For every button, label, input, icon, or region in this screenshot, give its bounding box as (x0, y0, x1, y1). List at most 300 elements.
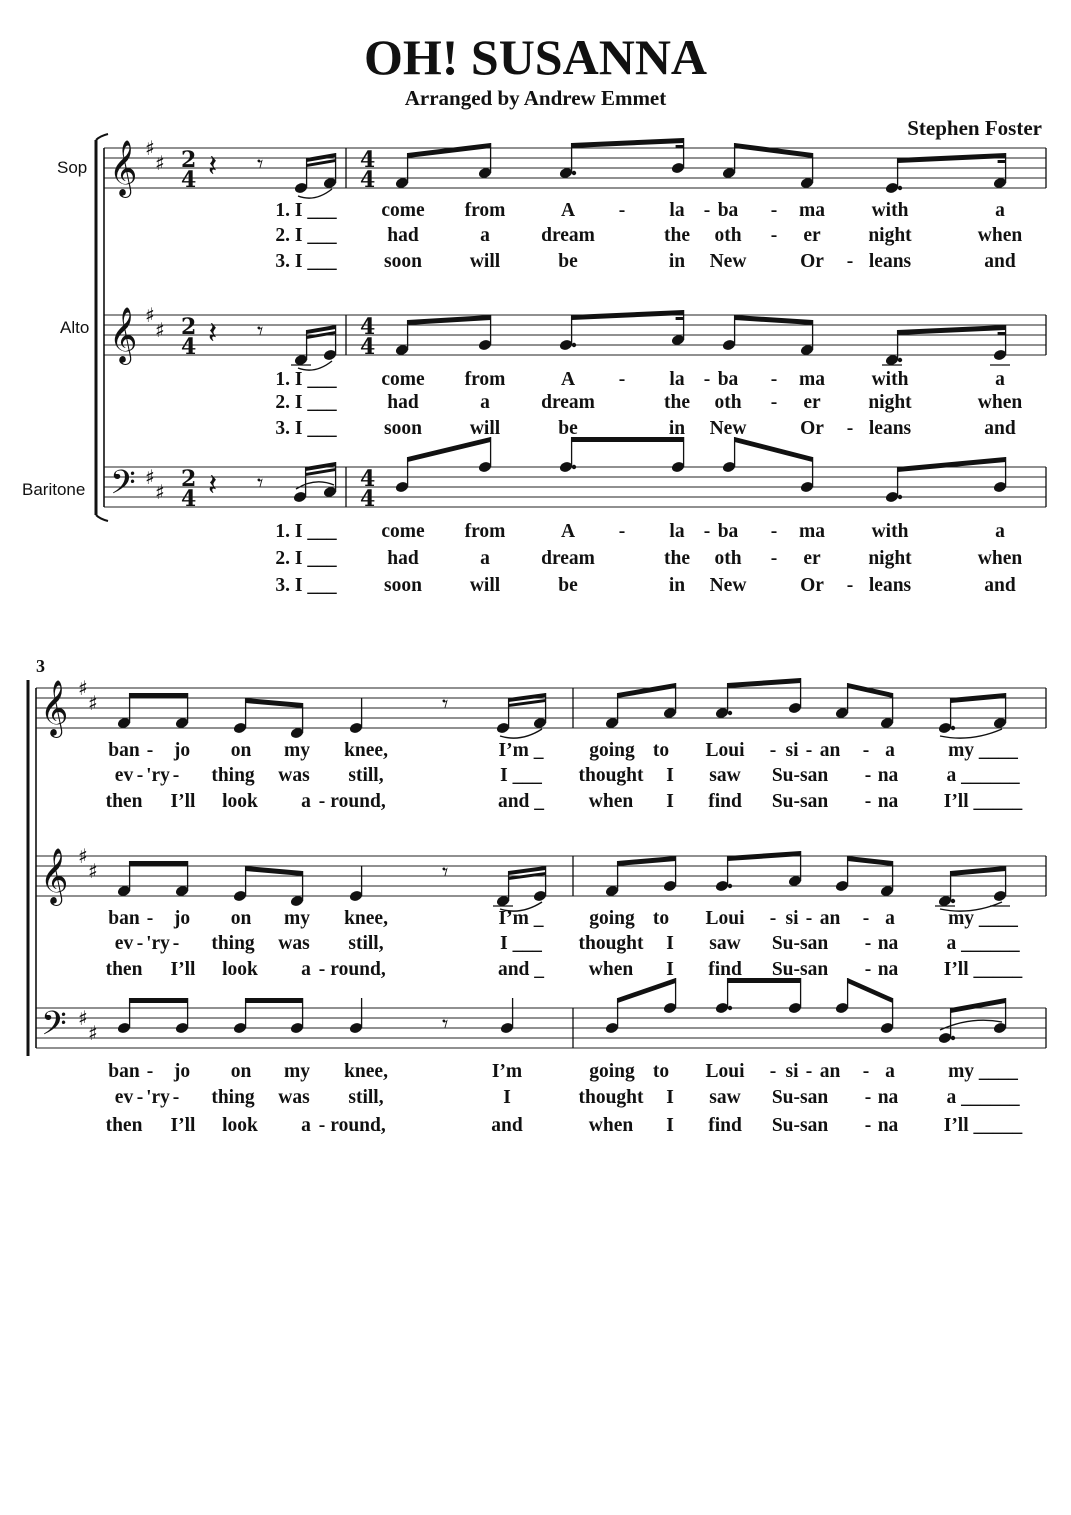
lyric-syllable: when (588, 1115, 634, 1136)
lyric-syllable: saw (709, 933, 741, 954)
lyric-syllable: round, (330, 959, 386, 980)
lyric-syllable: oth (714, 225, 742, 246)
lyric-syllable: - (864, 959, 872, 980)
lyric-syllable: then (105, 1115, 143, 1136)
measure-number: 3 (36, 656, 45, 676)
lyric-syllable: - (172, 933, 180, 954)
bass-clef-icon: 𝄢 (110, 464, 136, 510)
lyric-syllable: - (805, 740, 813, 761)
lyric-syllable: when (588, 959, 634, 980)
lyric-syllable: - (864, 1115, 872, 1136)
lyric-syllable: Su-san (771, 933, 829, 954)
lyric-syllable: saw (709, 765, 741, 786)
beam (735, 143, 813, 158)
lyric-syllable: oth (714, 548, 742, 569)
beam (951, 866, 1006, 876)
lyric-syllable: on (230, 740, 252, 761)
lyric-syllable: I (666, 933, 674, 954)
lyric-syllable: dream (541, 548, 595, 569)
lyric-syllable: 'ry (146, 1087, 170, 1108)
lyric-syllable: - (862, 908, 870, 929)
lyric-syllable: a ______ (946, 1087, 1020, 1108)
lyric-syllable: - (864, 791, 872, 812)
lyric-syllable: - (136, 765, 144, 786)
lyric-syllable: oth (714, 392, 742, 413)
lyric-syllable: ev (114, 765, 134, 786)
time-signature-bottom: 4 (360, 486, 376, 512)
lyric-syllable: 'ry (146, 765, 170, 786)
lyric-syllable: soon (384, 575, 422, 596)
lyric-syllable: my ____ (948, 908, 1018, 929)
lyric-syllable: er (803, 392, 821, 413)
lyric-syllable: - (318, 1115, 326, 1136)
lyric-syllable: when (977, 225, 1023, 246)
beam (676, 317, 684, 320)
beam (998, 332, 1006, 335)
baritone-lyrics-verse-3 (0, 575, 1071, 601)
time-signature-bottom: 4 (360, 167, 376, 193)
lyric-syllable: then (105, 959, 143, 980)
lyric-syllable: - (846, 418, 854, 439)
lyric-syllable: I’ll (170, 959, 196, 980)
beam (998, 160, 1006, 163)
lyric-syllable: - (769, 908, 777, 929)
beam (898, 457, 1006, 472)
lyric-syllable: - (136, 1087, 144, 1108)
sharp-icon: ♯ (78, 844, 88, 868)
lyric-syllable: be (558, 418, 578, 439)
lyric-syllable: - (805, 908, 813, 929)
lyric-syllable: ba (717, 521, 739, 542)
lyric-syllable: ma (799, 369, 825, 390)
lyric-syllable: a (995, 369, 1005, 390)
lyric-syllable: was (278, 1087, 310, 1108)
lyric-syllable: a (301, 959, 311, 980)
lyric-syllable: - (846, 575, 854, 596)
eighth-rest-icon: 𝄾 (257, 150, 264, 178)
lyric-syllable: a (885, 1061, 895, 1082)
lyric-syllable: ba (717, 369, 739, 390)
lyric-syllable: an (819, 1061, 841, 1082)
lyric-syllable: - (172, 765, 180, 786)
lyric-syllable: my (284, 740, 310, 761)
beam (572, 138, 684, 148)
lyric-syllable: Loui (705, 740, 745, 761)
augmentation-dot (951, 899, 955, 903)
lyric-syllable: - (864, 933, 872, 954)
lyric-syllable: - (318, 959, 326, 980)
lyric-syllable: New (709, 418, 747, 439)
lyric-syllable: I’ll (170, 1115, 196, 1136)
lyric-syllable: soon (384, 251, 422, 272)
soprano-lyrics-2-verse-2 (0, 765, 1071, 791)
lyric-syllable: I ___ (500, 933, 542, 954)
lyric-syllable: - (146, 1061, 154, 1082)
lyric-syllable: - (770, 200, 778, 221)
time-signature-top: 2 (181, 147, 197, 173)
lyric-syllable: a (885, 908, 895, 929)
lyric-syllable: thing (211, 1087, 255, 1108)
alto-lyrics-2-verse-2 (0, 933, 1071, 959)
lyric-syllable: - (770, 225, 778, 246)
lyric-syllable: la (669, 369, 685, 390)
lyric-syllable: thought (578, 933, 644, 954)
lyric-syllable: with (871, 369, 909, 390)
lyric-syllable: Su-san (771, 765, 829, 786)
lyric-syllable: and _ (497, 959, 545, 980)
lyric-syllable: A (560, 521, 576, 542)
lyric-syllable: in (668, 575, 686, 596)
lyric-syllable: - (618, 200, 626, 221)
baritone-lyrics-verse-2 (0, 548, 1071, 574)
sharp-icon: ♯ (155, 480, 165, 504)
beam (951, 998, 1006, 1013)
lyric-syllable: to (652, 1061, 670, 1082)
beam (130, 693, 188, 698)
lyric-syllable: 2. I ___ (275, 392, 337, 413)
lyric-syllable: Su-san (771, 791, 829, 812)
lyric-syllable: la (669, 521, 685, 542)
lyric-syllable: on (230, 908, 252, 929)
lyric-syllable: ma (799, 521, 825, 542)
lyric-syllable: - (846, 251, 854, 272)
lyric-syllable: come (381, 200, 425, 221)
lyric-syllable: round, (330, 791, 386, 812)
augmentation-dot (898, 358, 902, 362)
lyric-syllable: A (560, 200, 576, 221)
arranger-credit: Arranged by Andrew Emmet (404, 86, 667, 110)
lyric-syllable: when (977, 548, 1023, 569)
lyric-syllable: dream (541, 225, 595, 246)
lyric-syllable: was (278, 765, 310, 786)
quarter-rest-icon: 𝄽 (208, 468, 218, 503)
lyric-syllable: New (709, 575, 747, 596)
lyric-syllable: - (172, 1087, 180, 1108)
alto-lyrics-2-verse-3 (0, 959, 1071, 985)
lyric-syllable: was (278, 933, 310, 954)
page-title: OH! SUSANNA (363, 29, 708, 85)
lyric-syllable: - (864, 1087, 872, 1108)
lyric-syllable: A (560, 369, 576, 390)
lyric-syllable: I (666, 959, 674, 980)
lyric-syllable: - (864, 765, 872, 786)
lyric-syllable: a (480, 392, 490, 413)
lyric-syllable: jo (173, 908, 191, 929)
lyric-syllable: 'ry (146, 933, 170, 954)
lyric-syllable: - (618, 521, 626, 542)
sharp-icon: ♯ (155, 318, 165, 342)
lyric-syllable: round, (330, 1115, 386, 1136)
lyric-syllable: - (318, 791, 326, 812)
time-signature-bottom: 4 (360, 334, 376, 360)
lyric-syllable: I’ll (170, 791, 196, 812)
lyric-syllable: er (803, 548, 821, 569)
lyric-syllable: 1. I ___ (275, 200, 337, 221)
alto-lyrics-2-verse-1 (0, 908, 1071, 934)
lyric-syllable: jo (173, 1061, 191, 1082)
lyric-syllable: - (146, 740, 154, 761)
eighth-rest-icon: 𝄾 (442, 858, 449, 886)
lyric-syllable: find (708, 791, 742, 812)
augmentation-dot (728, 711, 732, 715)
lyric-syllable: I (666, 765, 674, 786)
soprano-lyrics-2-verse-1 (0, 740, 1071, 766)
beam (676, 145, 684, 148)
beam (246, 698, 303, 708)
lyric-syllable: find (708, 1115, 742, 1136)
treble-clef-icon: 𝄞 (109, 140, 138, 196)
lyric-syllable: a ______ (946, 933, 1020, 954)
lyric-syllable: look (222, 791, 258, 812)
baritone-lyrics-2-verse-1 (0, 1061, 1071, 1087)
lyric-syllable: my ____ (948, 1061, 1018, 1082)
eighth-rest-icon: 𝄾 (442, 690, 449, 718)
lyric-syllable: and (984, 251, 1016, 272)
sharp-icon: ♯ (88, 691, 98, 715)
lyric-syllable: will (469, 251, 501, 272)
lyric-syllable: when (588, 791, 634, 812)
lyric-syllable: going (589, 908, 635, 929)
lyric-syllable: ev (114, 933, 134, 954)
lyric-syllable: a (995, 200, 1005, 221)
lyric-syllable: Or (800, 418, 824, 439)
lyric-syllable: - (862, 740, 870, 761)
eighth-rest-icon: 𝄾 (442, 1010, 449, 1038)
lyric-syllable: Su-san (771, 1115, 829, 1136)
beam (130, 998, 188, 1003)
lyric-syllable: 1. I ___ (275, 369, 337, 390)
lyric-syllable: and _ (497, 791, 545, 812)
beam (618, 683, 676, 698)
lyric-syllable: na (877, 1087, 899, 1108)
lyric-syllable: na (877, 959, 899, 980)
part-label-baritone: Baritone (22, 480, 86, 499)
lyric-syllable: ban (108, 908, 140, 929)
treble-clef-icon: 𝄞 (40, 680, 69, 736)
lyric-syllable: leans (868, 251, 912, 272)
lyric-syllable: night (868, 392, 912, 413)
lyric-syllable: then (105, 791, 143, 812)
lyric-syllable: ban (108, 740, 140, 761)
lyric-syllable: thought (578, 1087, 644, 1108)
lyric-syllable: na (877, 791, 899, 812)
lyric-syllable: dream (541, 392, 595, 413)
lyric-syllable: and (491, 1115, 523, 1136)
lyric-syllable: ev (114, 1087, 134, 1108)
lyric-syllable: I’ll _____ (943, 791, 1023, 812)
baritone-lyrics-2-verse-3 (0, 1115, 1071, 1141)
baritone-lyrics-2-verse-2 (0, 1087, 1071, 1113)
time-signature-top: 2 (181, 314, 197, 340)
lyric-syllable: a (995, 521, 1005, 542)
lyric-syllable: be (558, 575, 578, 596)
lyric-syllable: saw (709, 1087, 741, 1108)
sharp-icon: ♯ (155, 151, 165, 175)
lyric-syllable: I’ll _____ (943, 959, 1023, 980)
augmentation-dot (572, 465, 576, 469)
lyric-syllable: er (803, 225, 821, 246)
lyric-syllable: I (666, 1115, 674, 1136)
time-signature-top: 2 (181, 466, 197, 492)
lyric-syllable: 1. I ___ (275, 521, 337, 542)
part-label-soprano: Sop (57, 158, 88, 177)
lyric-syllable: 3. I ___ (275, 251, 337, 272)
lyric-syllable: when (977, 392, 1023, 413)
beam (848, 856, 893, 866)
augmentation-dot (951, 726, 955, 730)
lyric-syllable: an (819, 908, 841, 929)
lyric-syllable: I’m _ (498, 740, 544, 761)
augmentation-dot (951, 1036, 955, 1040)
lyric-syllable: - (770, 392, 778, 413)
lyric-syllable: na (877, 765, 899, 786)
lyric-syllable: New (709, 251, 747, 272)
time-signature-bottom: 4 (181, 334, 197, 360)
lyric-syllable: and (984, 418, 1016, 439)
lyric-syllable: I’ll _____ (943, 1115, 1023, 1136)
lyric-syllable: - (769, 1061, 777, 1082)
lyric-syllable: knee, (344, 740, 388, 761)
lyric-syllable: I (666, 791, 674, 812)
sharp-icon: ♯ (78, 676, 88, 700)
lyric-syllable: night (868, 548, 912, 569)
lyric-syllable: Or (800, 575, 824, 596)
time-signature-top: 4 (360, 466, 376, 492)
lyric-syllable: night (868, 225, 912, 246)
lyric-syllable: I’m _ (498, 908, 544, 929)
soprano-lyrics-verse-1 (0, 200, 1071, 226)
lyric-syllable: from (464, 200, 506, 221)
lyric-syllable: I ___ (500, 765, 542, 786)
lyric-syllable: my ____ (948, 740, 1018, 761)
lyric-syllable: leans (868, 418, 912, 439)
beam (130, 861, 188, 866)
augmentation-dot (728, 884, 732, 888)
lyric-syllable: I (666, 1087, 674, 1108)
beam (246, 998, 303, 1003)
lyric-syllable: - (770, 548, 778, 569)
lyric-syllable: in (668, 251, 686, 272)
lyric-syllable: jo (173, 740, 191, 761)
lyric-syllable: my (284, 908, 310, 929)
lyric-syllable: the (664, 392, 690, 413)
lyric-syllable: still, (348, 765, 384, 786)
beam (898, 325, 1006, 335)
lyric-syllable: - (618, 369, 626, 390)
lyric-syllable: look (222, 1115, 258, 1136)
lyric-syllable: a (301, 791, 311, 812)
eighth-rest-icon: 𝄾 (257, 469, 264, 497)
soprano-lyrics-verse-3 (0, 251, 1071, 277)
beam (951, 693, 1006, 703)
lyric-syllable: ba (717, 200, 739, 221)
lyric-syllable: - (146, 908, 154, 929)
lyric-syllable: from (464, 369, 506, 390)
lyric-syllable: I (503, 1087, 511, 1108)
augmentation-dot (898, 495, 902, 499)
lyric-syllable: with (871, 200, 909, 221)
lyric-syllable: - (770, 369, 778, 390)
lyric-syllable: a (301, 1115, 311, 1136)
lyric-syllable: the (664, 548, 690, 569)
beam (408, 315, 491, 325)
lyric-syllable: I’m (491, 1061, 523, 1082)
lyric-syllable: in (668, 418, 686, 439)
lyric-syllable: the (664, 225, 690, 246)
lyric-syllable: thing (211, 765, 255, 786)
lyric-syllable: my (284, 1061, 310, 1082)
lyric-syllable: - (136, 933, 144, 954)
sharp-icon: ♯ (88, 1021, 98, 1045)
quarter-rest-icon: 𝄽 (208, 149, 218, 184)
quarter-rest-icon: 𝄽 (208, 316, 218, 351)
lyric-syllable: going (589, 1061, 635, 1082)
lyric-syllable: si (785, 908, 799, 929)
soprano-lyrics-2-verse-3 (0, 791, 1071, 817)
lyric-syllable: will (469, 575, 501, 596)
lyric-syllable: 2. I ___ (275, 548, 337, 569)
lyric-syllable: ban (108, 1061, 140, 1082)
augmentation-dot (898, 186, 902, 190)
lyric-syllable: - (769, 740, 777, 761)
lyric-syllable: still, (348, 933, 384, 954)
beam (246, 866, 303, 876)
lyric-syllable: come (381, 521, 425, 542)
beam (408, 143, 491, 158)
time-signature-top: 4 (360, 314, 376, 340)
lyric-syllable: a (480, 225, 490, 246)
alto-lyrics-verse-2 (0, 392, 1071, 418)
lyric-syllable: to (652, 908, 670, 929)
lyric-syllable: knee, (344, 908, 388, 929)
beam (848, 683, 893, 698)
lyric-syllable: Loui (705, 908, 745, 929)
lyric-syllable: 3. I ___ (275, 418, 337, 439)
lyric-syllable: from (464, 521, 506, 542)
lyric-syllable: - (703, 521, 711, 542)
composer-credit: Stephen Foster (907, 116, 1042, 140)
augmentation-dot (572, 343, 576, 347)
system-bracket (96, 134, 108, 140)
treble-clef-icon: 𝄞 (109, 307, 138, 363)
lyric-syllable: a (480, 548, 490, 569)
lyric-syllable: na (877, 1115, 899, 1136)
sharp-icon: ♯ (88, 859, 98, 883)
lyric-syllable: thought (578, 765, 644, 786)
lyric-syllable: thing (211, 933, 255, 954)
augmentation-dot (572, 171, 576, 175)
lyric-syllable: Su-san (771, 959, 829, 980)
sharp-icon: ♯ (145, 303, 155, 327)
lyric-syllable: Or (800, 251, 824, 272)
beam (735, 315, 813, 325)
lyric-syllable: find (708, 959, 742, 980)
lyric-syllable: come (381, 369, 425, 390)
lyric-syllable: la (669, 200, 685, 221)
lyric-syllable: - (703, 369, 711, 390)
time-signature-top: 4 (360, 147, 376, 173)
lyric-syllable: had (387, 548, 419, 569)
lyric-syllable: Su-san (771, 1087, 829, 1108)
soprano-lyrics-verse-2 (0, 225, 1071, 251)
lyric-syllable: an (819, 740, 841, 761)
baritone-lyrics-verse-1 (0, 521, 1071, 547)
lyric-syllable: to (652, 740, 670, 761)
lyric-syllable: on (230, 1061, 252, 1082)
lyric-syllable: be (558, 251, 578, 272)
time-signature-bottom: 4 (181, 167, 197, 193)
lyric-syllable: - (862, 1061, 870, 1082)
